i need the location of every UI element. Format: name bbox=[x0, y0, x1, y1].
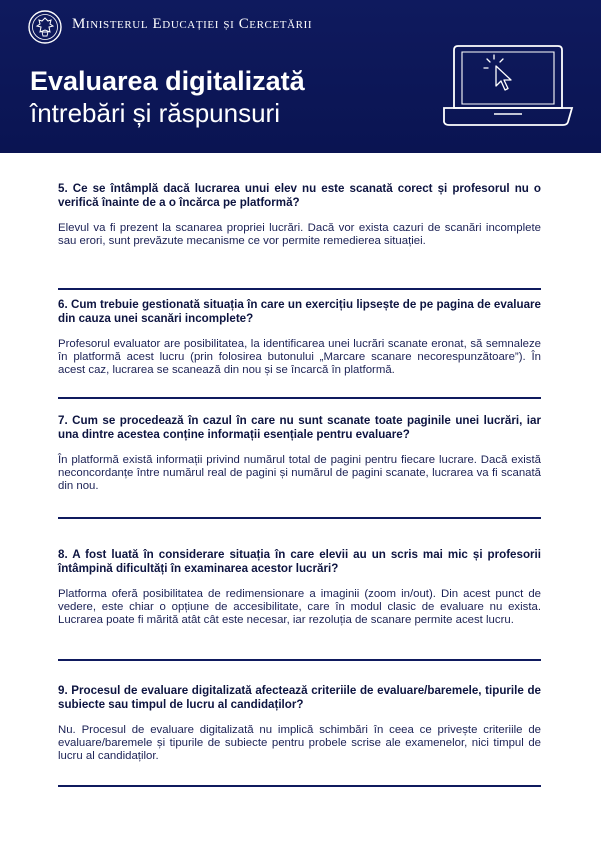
page-header bbox=[0, 0, 601, 153]
laptop-cursor-icon bbox=[436, 42, 576, 128]
answer: Elevul va fi prezent la scanarea propriei lucrări. Dacă vor exista cazuri de scanări incomplete sau erori, sunt prevăzute mecanisme ce vor permite remedierea situației. bbox=[58, 222, 541, 247]
answer: Profesorul evaluator are posibilitatea, la identificarea unei lucrări scanate eronat, să semnaleze în platformă acest lucru (prin folosirea butonului „Marcare scanare necorespunzătoare”). În acest caz, lucrarea se scanează din nou și se încarcă în platformă. bbox=[58, 338, 541, 376]
answer: În platformă există informații privind numărul total de pagini pentru fiecare lucrare. Dacă există neconcordanțe între numărul real de pagini și numărul de pagini scanate, lucrarea va fi scanată din nou. bbox=[58, 454, 541, 492]
divider bbox=[58, 288, 541, 290]
page-title: Evaluarea digitalizată bbox=[30, 66, 305, 96]
answer: Nu. Procesul de evaluare digitalizată nu implică schimbări în ceea ce privește criteriile de evaluare/baremele și tipurile de subiecte pentru probele scrise ale examenelor, nici timpul de lucru al candidaților. bbox=[58, 724, 541, 762]
answer: Platforma oferă posibilitatea de redimensionare a imaginii (zoom in/out). Din acest punct de vedere, este chiar o opțiune de accesibilitate, care în modul clasic de evaluare nu exista. Lucrarea poate fi mărită atât cât este necesar, iar rezoluția de scanare permite acest lucru. bbox=[58, 588, 541, 626]
qa-item-5 bbox=[58, 182, 541, 248]
qa-item-7 bbox=[58, 414, 541, 493]
question: 5. Ce se întâmplă dacă lucrarea unui elev nu este scanată corect și profesorul nu o verifică înainte de a o încărca pe platformă? bbox=[58, 182, 541, 209]
qa-item-9 bbox=[58, 684, 541, 763]
qa-item-6 bbox=[58, 298, 541, 377]
divider bbox=[58, 397, 541, 399]
divider bbox=[58, 517, 541, 519]
page-subtitle: întrebări și răspunsuri bbox=[30, 98, 280, 128]
question: 7. Cum se procedează în cazul în care nu sunt scanate toate paginile unei lucrări, iar una dintre acestea conține informații esențiale pentru evaluare? bbox=[58, 414, 541, 441]
ministry-name: Ministerul Educației și Cercetării bbox=[72, 16, 313, 32]
qa-item-8 bbox=[58, 548, 541, 627]
question: 9. Procesul de evaluare digitalizată afectează criteriile de evaluare/baremele, tipurile de subiecte sau timpul de lucru al candidaților? bbox=[58, 684, 541, 711]
question: 8. A fost luată în considerare situația în care elevii au un scris mai mic și profesorii întâmpină dificultăți în examinarea acestor lucrări? bbox=[58, 548, 541, 575]
divider bbox=[58, 659, 541, 661]
romania-coat-of-arms-icon bbox=[28, 9, 62, 45]
divider bbox=[58, 785, 541, 787]
question: 6. Cum trebuie gestionată situația în care un exercițiu lipsește de pe pagina de evaluare din cauza unei scanări incomplete? bbox=[58, 298, 541, 325]
